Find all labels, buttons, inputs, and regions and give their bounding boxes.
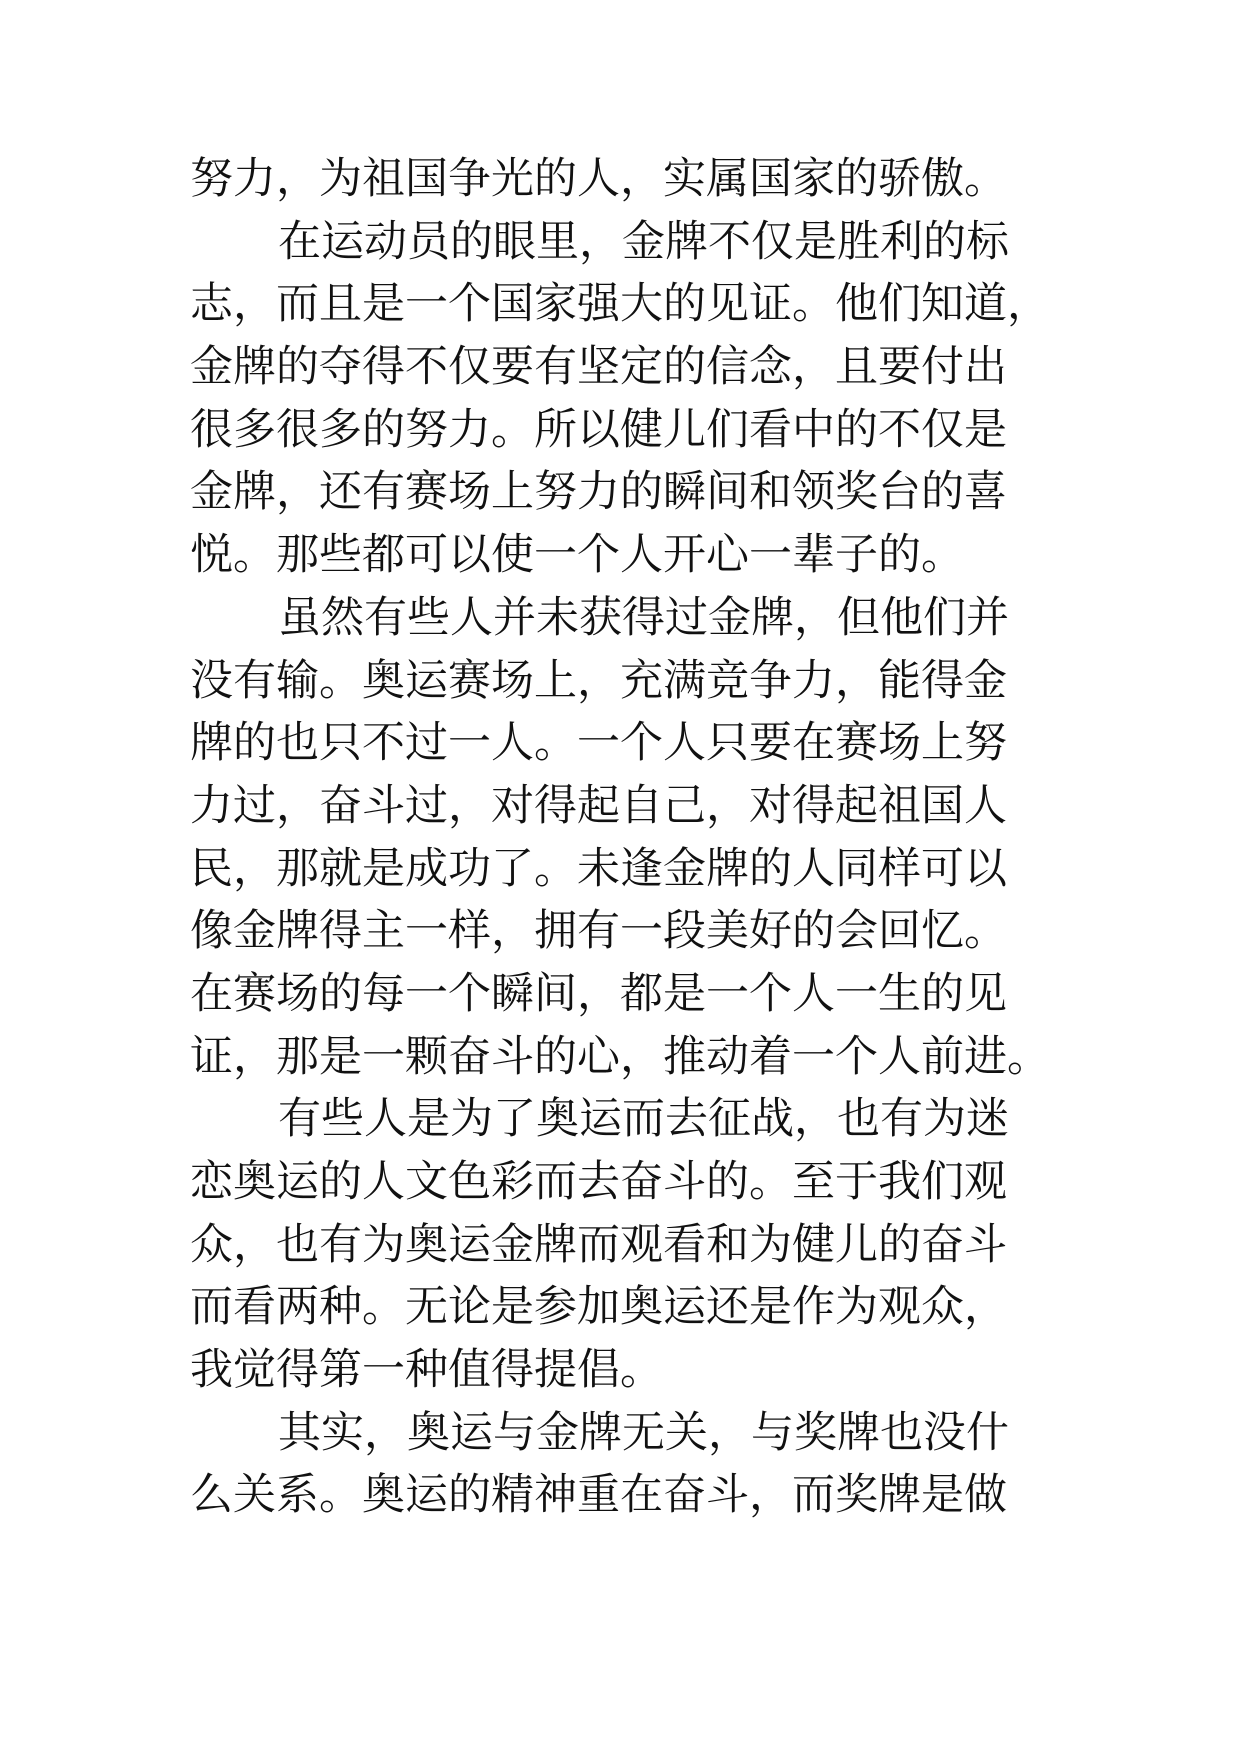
text-line: 众，也有为奥运金牌而观看和为健儿的奋斗 [190, 1219, 1007, 1270]
essay-text [190, 148, 1090, 1527]
text-line: 力过，奋斗过，对得起自己，对得起祖国人 [190, 780, 1007, 831]
text-line: 其实，奥运与金牌无关，与奖牌也没什 [278, 1407, 1009, 1458]
text-line: 牌的也只不过一人。一个人只要在赛场上努 [190, 718, 1007, 769]
text-line: 努力，为祖国争光的人，实属国家的骄傲。 [190, 154, 1007, 204]
text-line: 金牌，还有赛场上努力的瞬间和领奖台的喜 [190, 467, 1007, 518]
text-line: 有些人是为了奥运而去征战，也有为迷 [278, 1094, 1009, 1145]
text-line: 金牌的夺得不仅要有坚定的信念，且要付出 [190, 342, 1007, 393]
text-line: 而看两种。无论是参加奥运还是作为观众， [190, 1282, 1007, 1333]
text-line: 我觉得第一种值得提倡。 [190, 1345, 663, 1396]
text-line: 虽然有些人并未获得过金牌，但他们并 [278, 592, 1009, 643]
text-line: 在运动员的眼里，金牌不仅是胜利的标 [278, 216, 1009, 267]
text-line: 么关系。奥运的精神重在奋斗，而奖牌是做 [190, 1470, 1007, 1521]
text-line: 在赛场的每一个瞬间，都是一个人一生的见 [190, 968, 1007, 1019]
text-line: 证，那是一颗奋斗的心，推动着一个人前进。 [190, 1031, 1050, 1082]
text-line: 没有输。奥运赛场上，充满竞争力，能得金 [190, 655, 1007, 706]
text-line: 像金牌得主一样，拥有一段美好的会回忆。 [190, 906, 1007, 957]
text-line: 志，而且是一个国家强大的见证。他们知道， [190, 279, 1050, 330]
text-line: 恋奥运的人文色彩而去奋斗的。至于我们观 [190, 1157, 1007, 1207]
text-line: 悦。那些都可以使一个人开心一辈子的。 [190, 530, 964, 581]
text-line: 很多很多的努力。所以健儿们看中的不仅是 [190, 404, 1007, 455]
text-line: 民，那就是成功了。未逢金牌的人同样可以 [190, 843, 1007, 894]
